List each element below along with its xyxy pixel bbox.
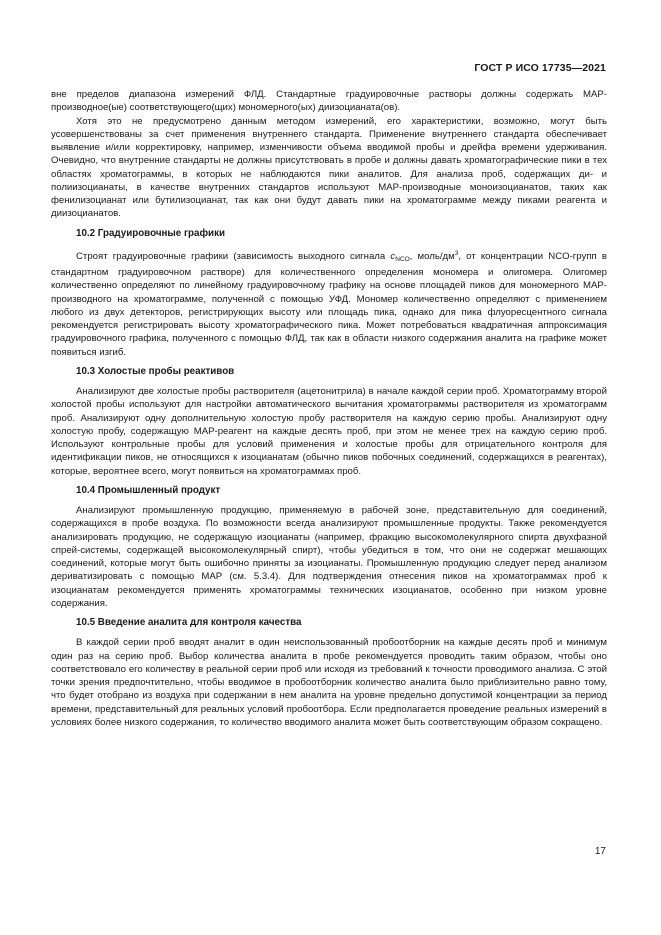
paragraph: Анализируют две холостые пробы растворителя (ацетонитрила) в начале каждой серии проб. Хроматограмму второй холостой пробы используют для настройки автоматического вычитания хроматограммы растворителя из хроматограмм проб. Анализируют одну дополнительную холостую пробу растворителя на каждую серию пробы. Анализируют одну холостую пробу, содержащую МАР-реагент на каждые десять проб, при этом не менее трех на каждую серию проб. Используют контрольные пробы для условий применения и холостые пробы для отрицательного контроля для идентификации пиков, не относящихся к изоцианатам (обычно пиков побочных соединений, содержащихся в реагентах), которые, вероятнее всего, могут появиться на хроматограммах проб.: [51, 386, 607, 477]
section-heading: 10.2 Градуировочные графики: [76, 227, 225, 239]
section-heading: 10.4 Промышленный продукт: [76, 484, 221, 496]
document-body: [51, 88, 607, 729]
paragraph: Анализируют промышленную продукцию, применяемую в рабочей зоне, представительную для соединений, содержащихся в пробе воздуха. По возможности всегда анализируют промышленные продукты. Также рекомендуется анализировать продукцию, не содержащую изоцианаты (например, фракцию высокомолекулярного спирта двухфазной спрей-системы, содержащей высокомолекулярный спирт), чтобы убедиться в том, что они не содержат мешающих соединений, которые могут быть ошибочно приняты за изоцианаты. Промышленную продукцию следует перед анализом дериватизировать с помощью МАР (см. 5.3.4). Для подтверждения отнесения пиков на хроматограммах проб к изоцианатам рекомендуется применять хроматограммы технических изоцианатов, особенно при низком уровне содержания.: [51, 505, 607, 609]
paragraph: вне пределов диапазона измерений ФЛД. Стандартные градуировочные растворы должны содержать МАР-производное(ые) соответствующего(щих) мономерного(ых) диизоцианата(ов).: [51, 89, 607, 114]
section-heading: 10.5 Введение аналита для контроля качества: [76, 617, 302, 628]
paragraph: Строят градуировочные графики (зависимость выходного сигнала $c_{NCO}$, моль/$дм^3$, от концентрации NCO-групп в стандартном градуировочном растворе) для количественного определения мономера и олигомера. Олигомер количественно определяют по линейному градуировочному графику на основе площадей пиков для мономерного МАР-производного на хроматограмме, полученной с помощью УФД. Мономер количественно определяют с применением любого из двух детекторов, регистрирующих высоту или площадь пика, однако для пика флуоресцентного сигнала рекомендуется регистрировать высоту хроматографического пика. Может потребоваться квадратичная аппроксимация градуировочного графика, полученного с помощью ФЛД, так как в области низкого содержания аналита на графике может появиться изгиб.: [51, 249, 607, 358]
document-header: ГОСТ Р ИСО 17735—2021: [474, 62, 606, 74]
section-heading: 10.3 Холостые пробы реактивов: [76, 365, 235, 377]
paragraph: Хотя это не предусмотрено данным методом измерений, его характеристики, возможно, могут быть усовершенствованы за счет применения внутреннего стандарта. Применение внутреннего стандарта обеспечивает выявление и/или корректировку, например, изменчивости объема вводимой пробы и дрейфа времени удерживания. Очевидно, что внутренние стандарты не должны присутствовать в пробе и должны давать хроматографические пики в тех областях хроматограммы, в которых не наблюдаются пики аналитов. Для анализа проб, содержащих ди- и полиизоцианаты, в качестве внутренних стандартов используют МАР-производные моноизоцианатов, таких как фенилизоцианат или бутилизоцианат, так как они будут давать пики на хроматограмме между пиками реагента и диизоцианатов.: [51, 115, 607, 220]
page-number: 17: [594, 846, 606, 857]
paragraph: В каждой серии проб вводят аналит в один неиспользованный пробоотборник на каждые десять проб и минимум один раз на серию проб. Выбор количества аналита в пробе рекомендуется проводить таким образом, чтобы оно соответствовало его количеству в реальной серии проб или исходя из требований к точности проводимого анализа. С этой точки зрения предпочтительно, чтобы вводимое в пробоотборник количество аналита было приблизительно равно тому, что будет отобрано из воздуха при содержании в нем аналита на уровне предельно допустимой концентрации за период времени, представительный для реальных условий пробоотбора. Если предполагается проведение реальных измерений в условиях более низкого содержания, то количество вводимого аналита может быть соответствующим образом сокращено.: [51, 637, 607, 728]
